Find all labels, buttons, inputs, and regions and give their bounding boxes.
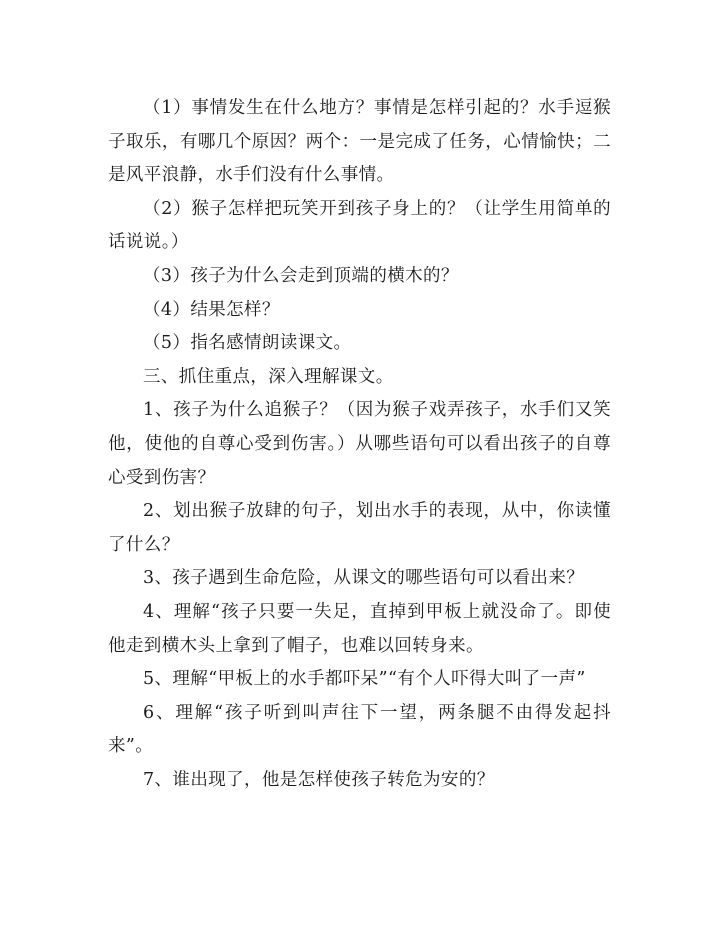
paragraph-item-1: 1、孩子为什么追猴子？（因为猴子戏弄孩子，水手们又笑他，使他的自尊心受到伤害。）从哪些语句可以看出孩子的自尊心受到伤害？ <box>108 400 611 488</box>
paragraph-question-4: （4）结果怎样？ <box>143 299 280 320</box>
document-body <box>108 92 611 797</box>
paragraph-question-5: （5）指名感情朗读课文。 <box>143 333 352 354</box>
paragraph-item-4: 4、理解“孩子只要一失足，直掉到甲板上就没命了。即使他走到横木头上拿到了帽子，也难以回转身来。 <box>108 601 611 656</box>
paragraph-question-3: （3）孩子为什么会走到顶端的横木的？ <box>143 265 459 286</box>
paragraph-question-2: （2）猴子怎样把玩笑开到孩子身上的？（让学生用简单的话说说。） <box>108 198 611 253</box>
paragraph-item-2: 2、划出猴子放肆的句子，划出水手的表现，从中，你读懂了什么？ <box>108 501 611 555</box>
paragraph-item-5: 5、理解“甲板上的水手都吓呆”“有个人吓得大叫了一声” <box>143 669 586 690</box>
paragraph-item-3: 3、孩子遇到生命危险，从课文的哪些语句可以看出来？ <box>143 568 585 589</box>
paragraph-item-6: 6、理解“孩子听到叫声往下一望，两条腿不由得发起抖来”。 <box>108 702 611 757</box>
section-heading-3: 三、抓住重点，深入理解课文。 <box>143 366 394 387</box>
paragraph-question-1: （1）事情发生在什么地方？事情是怎样引起的？水手逗猴子取乐，有哪几个原因？两个：一是完成了任务，心情愉快；二是风平浪静，水手们没有什么事情。 <box>108 98 611 186</box>
paragraph-item-7: 7、谁出现了，他是怎样使孩子转危为安的？ <box>143 769 495 790</box>
